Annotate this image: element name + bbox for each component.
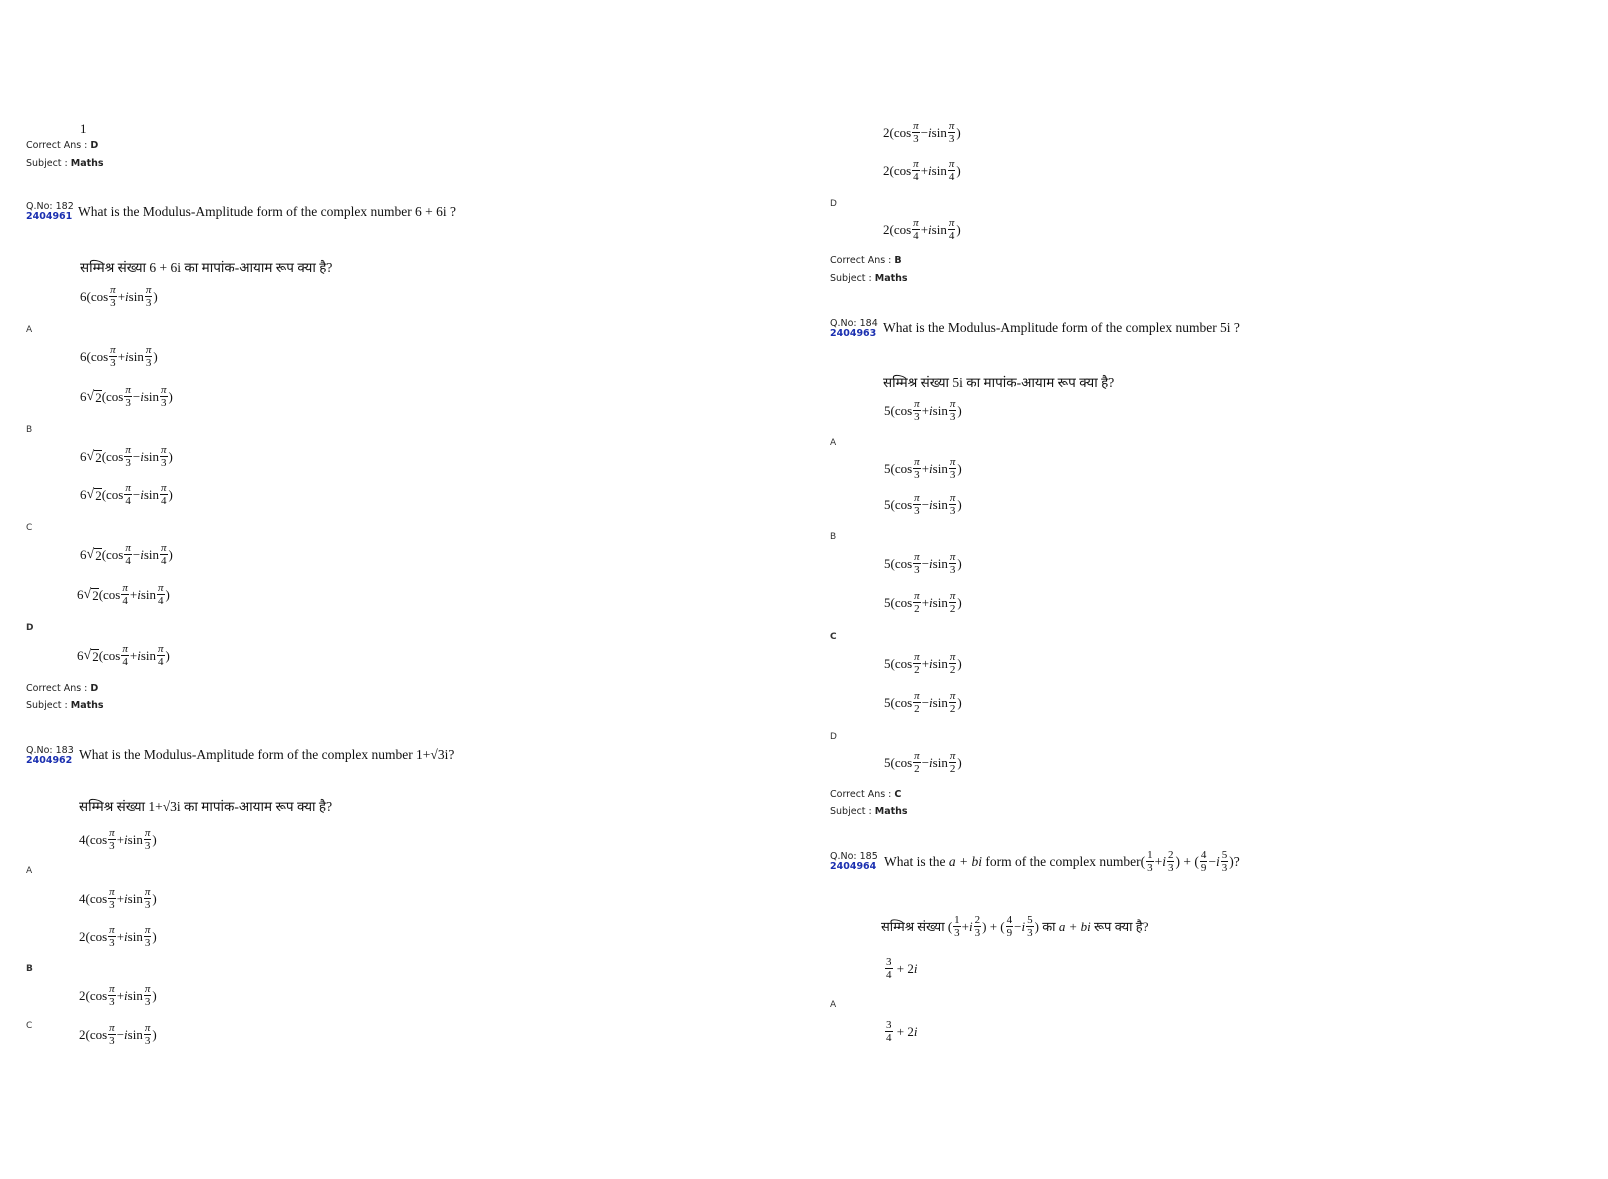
question-text-hindi: सम्मिश्र संख्या 5i का मापांक-आयाम रूप क्या है?: [883, 375, 1115, 390]
option-label-a: A: [830, 438, 837, 448]
hindi-mid: का: [1042, 919, 1056, 934]
hindi-prefix: सम्मिश्र संख्या: [881, 919, 945, 934]
option-a[interactable]: 4(cos $\frac{\pi}{3}$ + i sin $\frac{\pi}{3}$ ): [79, 886, 157, 911]
question-number: [26, 202, 74, 222]
option-b[interactable]: 6 √ 2 (cos $\frac{\pi}{3}$ − i sin $\frac{\pi}{3}$ ): [80, 444, 173, 469]
option-formula: 5(cos $\frac{\pi}{3}$ + i sin $\frac{\pi}{3}$ ): [884, 398, 962, 423]
fraction: $\frac{\pi}{3}$: [145, 284, 152, 309]
correct-answer-label: Correct Ans :: [26, 683, 88, 694]
question-number-label: Q.No: 184: [830, 318, 878, 329]
option-formula: 6 √ 2 (cos $\frac{\pi}{3}$ − i sin $\frac{\pi}{3}$ ): [80, 384, 173, 409]
option-label-c: C: [830, 632, 837, 642]
option-formula: 5(cos $\frac{\pi}{3}$ − i sin $\frac{\pi}{3}$ ): [884, 492, 962, 517]
option-label-c: C: [26, 523, 33, 533]
option-a[interactable]: $\frac{3}{4}$ + 2 i: [886, 1019, 918, 1044]
subject-label: Subject :: [26, 700, 68, 711]
option-b[interactable]: 5(cos $\frac{\pi}{3}$ − i sin $\frac{\pi}{3}$ ): [884, 551, 962, 576]
subject-line: [830, 273, 908, 284]
option-a[interactable]: 6(cos $\frac{\pi}{3}$ + i sin $\frac{\pi}{3}$ ): [80, 344, 158, 369]
question-number: [830, 319, 878, 339]
correct-answer-line: [26, 140, 98, 151]
option-formula: 6(cos $\frac{\pi}{3}$ + i sin $\frac{\pi}{3}$ ): [80, 284, 158, 309]
question-text: What is the Modulus-Amplitude form of the complex number 1+√3i?: [79, 747, 455, 762]
question-text-expression: a + bi: [948, 853, 982, 869]
question-text: What is the Modulus-Amplitude form of the complex number 5i ?: [883, 320, 1240, 335]
question-text-suffix: form of the complex number: [985, 853, 1141, 869]
option-formula: 6 √ 2 (cos $\frac{\pi}{4}$ + i sin $\frac{\pi}{4}$ ): [77, 582, 170, 607]
option-formula: 6 √ 2 (cos $\frac{\pi}{4}$ − i sin $\frac{\pi}{4}$ ): [80, 482, 173, 507]
option-label-d: D: [830, 199, 837, 209]
subject-value: Maths: [874, 806, 908, 817]
correct-answer-value: D: [90, 140, 99, 151]
question-number-label: Q.No: 182: [26, 201, 74, 212]
subject-line: [26, 700, 104, 711]
right-column: [830, 0, 1608, 1179]
fraction: $\frac{\pi}{3}$: [110, 284, 116, 309]
correct-answer-line: [830, 255, 902, 266]
correct-answer-label: Correct Ans :: [26, 140, 88, 151]
subject-label: Subject :: [26, 158, 68, 169]
question-id: 2404964: [830, 861, 877, 872]
correct-answer-value: B: [894, 255, 902, 266]
left-column: [0, 0, 780, 1179]
subject-value: Maths: [70, 700, 104, 711]
question-text: What is the Modulus-Amplitude form of the complex number 6 + 6i ?: [78, 204, 457, 219]
option-formula: 2(cos $\frac{\pi}{3}$ + i sin $\frac{\pi}{3}$ ): [79, 924, 157, 949]
question-id: 2404961: [26, 211, 73, 222]
subject-line: [830, 806, 908, 817]
correct-answer-line: [26, 683, 98, 694]
option-b[interactable]: 2(cos $\frac{\pi}{3}$ + i sin $\frac{\pi}{3}$ ): [79, 983, 157, 1008]
option-label-b: B: [26, 964, 33, 974]
option-a[interactable]: 5(cos $\frac{\pi}{3}$ + i sin $\frac{\pi}{3}$ ): [884, 456, 962, 481]
question-text-hindi: सम्मिश्र संख्या ( $\frac{1}{3}$ + i $\frac{2}{3}$ ) + ( $\frac{4}{9}$ − i $\frac{5}{3}$ ) का a + bi रूप क्या है?: [881, 914, 1149, 939]
option-formula: 4(cos $\frac{\pi}{3}$ + i sin $\frac{\pi}{3}$ ): [79, 827, 157, 852]
subject-value: Maths: [874, 273, 908, 284]
option-formula: $\frac{3}{4}$ + 2 i: [886, 956, 918, 981]
option-label-b: B: [830, 532, 837, 542]
subject-label: Subject :: [830, 273, 872, 284]
hindi-suffix: रूप क्या है?: [1093, 919, 1149, 934]
question-text-hindi: सम्मिश्र संख्या 1+√3i का मापांक-आयाम रूप क्या है?: [79, 799, 333, 814]
option-c[interactable]: 6 √ 2 (cos $\frac{\pi}{4}$ − i sin $\frac{\pi}{4}$ ): [80, 542, 173, 567]
option-label-a: A: [830, 1000, 837, 1010]
option-label-c: C: [26, 1021, 33, 1031]
correct-answer-label: Correct Ans :: [830, 255, 892, 266]
question-text: What is the a + bi form of the complex number ( $\frac{1}{3}$ + i $\frac{2}{3}$ ) + ( $\frac{4}{9}$ − i $\frac{5}{3}$ )?: [884, 849, 1240, 874]
option-label-a: A: [26, 866, 33, 876]
correct-answer-value: D: [90, 683, 99, 694]
option-formula: 5(cos $\frac{\pi}{2}$ + i sin $\frac{\pi}{2}$ ): [884, 590, 962, 615]
hindi-expression: a + bi: [1058, 919, 1091, 934]
question-number-label: Q.No: 185: [830, 851, 878, 862]
option-formula: 2(cos $\frac{\pi}{4}$ + i sin $\frac{\pi}{4}$ ): [883, 158, 961, 183]
option-label-b: B: [26, 425, 33, 435]
option-c[interactable]: 5(cos $\frac{\pi}{2}$ + i sin $\frac{\pi}{2}$ ): [884, 651, 962, 676]
previous-option-stub: 1: [80, 121, 87, 136]
option-label-a: A: [26, 325, 33, 335]
option-d[interactable]: 5(cos $\frac{\pi}{2}$ − i sin $\frac{\pi}{2}$ ): [884, 750, 962, 775]
option-c[interactable]: 2(cos $\frac{\pi}{3}$ − i sin $\frac{\pi}{3}$ ): [79, 1022, 157, 1047]
question-text-hindi: सम्मिश्र संख्या 6 + 6i का मापांक-आयाम रूप क्या है?: [80, 260, 333, 275]
correct-answer-line: [830, 789, 901, 800]
option-formula: 2(cos $\frac{\pi}{3}$ − i sin $\frac{\pi}{3}$ ): [883, 120, 961, 145]
question-number: [26, 746, 74, 766]
option-label-d: D: [26, 623, 34, 633]
option-d[interactable]: 2(cos $\frac{\pi}{4}$ + i sin $\frac{\pi}{4}$ ): [883, 217, 961, 242]
subject-value: Maths: [70, 158, 104, 169]
option-label-d: D: [830, 732, 837, 742]
option-d[interactable]: 6 √ 2 (cos $\frac{\pi}{4}$ + i sin $\frac{\pi}{4}$ ): [77, 643, 170, 668]
question-id: 2404962: [26, 755, 73, 766]
correct-answer-value: C: [894, 789, 902, 800]
question-id: 2404963: [830, 328, 877, 339]
correct-answer-label: Correct Ans :: [830, 789, 892, 800]
question-text-prefix: What is the: [884, 853, 946, 869]
question-number-label: Q.No: 183: [26, 745, 74, 756]
subject-label: Subject :: [830, 806, 872, 817]
subject-line: [26, 158, 104, 169]
question-number: [830, 852, 878, 872]
option-formula: 5(cos $\frac{\pi}{2}$ − i sin $\frac{\pi}{2}$ ): [884, 690, 962, 715]
